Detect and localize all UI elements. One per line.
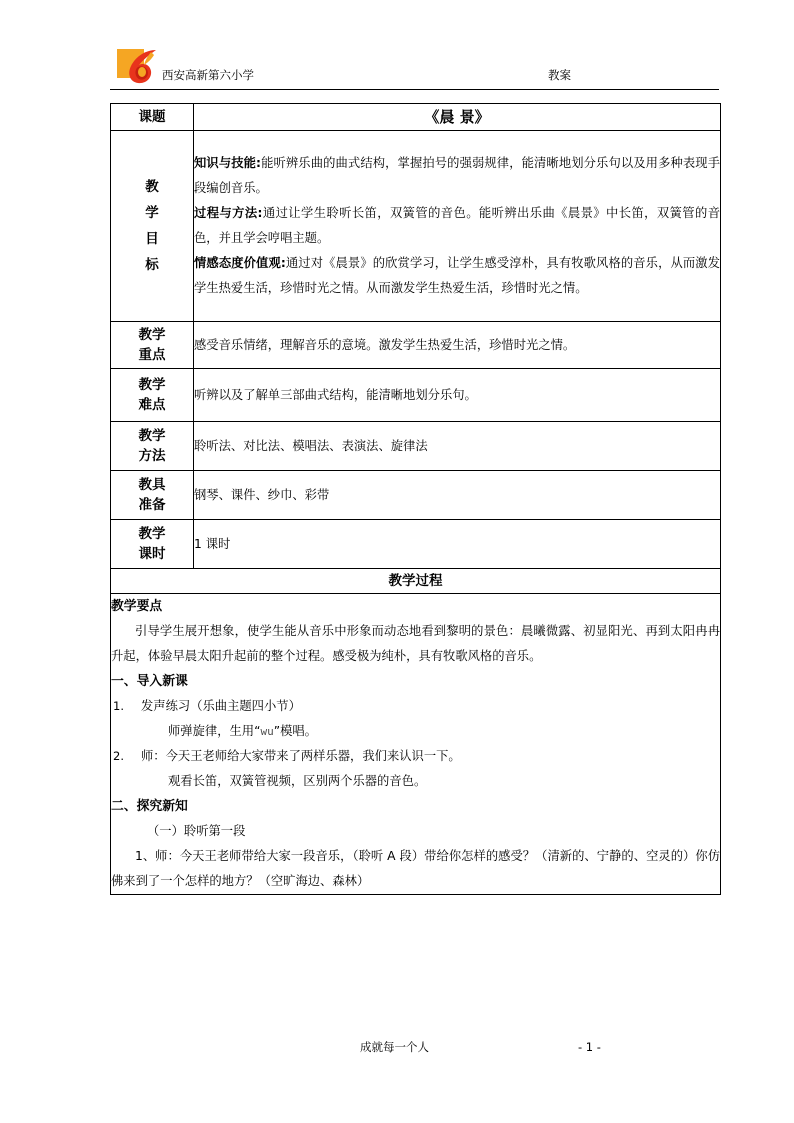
objective-text: 通过让学生聆听长笛，双簧管的音色。能听辨出乐曲《晨景》中长笛，双簧管的音色，并且学会哼唱主题。	[194, 206, 720, 245]
process-body	[111, 594, 721, 895]
table-row-process-header	[111, 569, 721, 594]
value-methods: 聆听法、对比法、模唱法、表演法、旋律法	[194, 422, 721, 471]
label-materials	[111, 471, 194, 520]
table-row-process-body	[111, 594, 721, 895]
label-line: 教具	[138, 477, 166, 493]
paragraph-listen-first: 1、师：今天王老师带给大家一段音乐，（聆听 A 段）带给你怎样的感受？（清新的、宁静的、空灵的）你仿佛来到了一个怎样的地方？（空旷海边、森林）	[111, 849, 720, 888]
header-school-name: 西安高新第六小学	[162, 68, 254, 82]
objective-paragraph	[194, 251, 720, 301]
objective-prefix: 过程与方法:	[194, 206, 263, 220]
label-char: 教	[145, 179, 159, 195]
section-heading-explore: 二、探究新知	[111, 799, 188, 814]
list-item-number: 2.	[113, 749, 124, 763]
subline-prefix: 师弹旋律，生用“	[168, 724, 261, 738]
list-item-subline	[111, 719, 720, 744]
label-char: 学	[145, 205, 159, 221]
label-line: 课时	[138, 546, 166, 562]
label-line: 难点	[138, 397, 166, 413]
subline-suffix: ”模唱。	[273, 724, 317, 738]
label-difficulties	[111, 369, 194, 422]
table-row-key-points	[111, 322, 721, 369]
table-row-topic	[111, 104, 721, 131]
label-line: 教学	[138, 327, 166, 343]
value-difficulties: 听辨以及了解单三部曲式结构，能清晰地划分乐句。	[194, 369, 721, 422]
key-points-heading: 教学要点	[111, 599, 163, 614]
list-item-text: 发声练习（乐曲主题四小节）	[141, 699, 301, 713]
key-points-text: 引导学生展开想象，使学生能从音乐中形象而动态地看到黎明的景色：晨曦微露、初显阳光、再到太阳冉冉升起，体验早晨太阳升起前的整个过程。感受极为纯朴，具有牧歌风格的音乐。	[111, 624, 720, 663]
value-periods: 1 课时	[194, 520, 721, 569]
header-doc-type: 教案	[548, 68, 571, 82]
objective-prefix: 情感态度价值观:	[194, 256, 286, 270]
page-running-footer	[110, 1039, 720, 1057]
subline-syllable: wu	[260, 725, 274, 738]
table-row-difficulties	[111, 369, 721, 422]
header-divider	[110, 89, 719, 90]
label-methods	[111, 422, 194, 471]
list-item	[111, 694, 720, 719]
label-line: 教学	[138, 526, 166, 542]
table-row-objectives	[111, 131, 721, 322]
label-char: 标	[145, 257, 159, 273]
label-topic: 课题	[111, 104, 194, 131]
value-objectives	[194, 131, 721, 322]
label-key-points	[111, 322, 194, 369]
objective-text: 能听辨乐曲的曲式结构，掌握拍号的强弱规律，能清晰地划分乐句以及用多种表现手段编创音乐。	[194, 156, 720, 195]
table-row-methods	[111, 422, 721, 471]
table-row-periods	[111, 520, 721, 569]
value-materials: 钢琴、课件、纱巾、彩带	[194, 471, 721, 520]
section-heading-intro: 一、导入新课	[111, 674, 188, 689]
page-running-header	[110, 46, 720, 92]
label-line: 重点	[138, 347, 166, 363]
process-header-label: 教学过程	[111, 569, 721, 594]
objective-paragraph	[194, 201, 720, 251]
value-key-points: 感受音乐情绪，理解音乐的意境。激发学生热爱生活，珍惜时光之情。	[194, 322, 721, 369]
footer-slogan: 成就每一个人	[360, 1040, 429, 1054]
list-item-subline: 观看长笛，双簧管视频，区别两个乐器的音色。	[168, 774, 427, 788]
label-periods	[111, 520, 194, 569]
label-char: 目	[145, 231, 159, 247]
lesson-plan-table	[110, 103, 721, 895]
school-flame-six-logo-icon	[116, 48, 160, 86]
objective-text: 通过对《晨景》的欣赏学习，让学生感受淳朴，具有牧歌风格的音乐，从而激发学生热爱生活，珍惜时光之情。从而激发学生热爱生活，珍惜时光之情。	[194, 256, 720, 295]
label-line: 方法	[138, 448, 166, 464]
table-row-materials	[111, 471, 721, 520]
objective-paragraph	[194, 151, 720, 201]
list-item	[111, 744, 720, 769]
label-objectives	[111, 131, 194, 322]
value-topic: 《晨 景》	[194, 104, 721, 131]
list-item-number: 1.	[113, 699, 124, 713]
subsection-heading-listen-first: （一）聆听第一段	[147, 824, 246, 838]
label-line: 教学	[138, 428, 166, 444]
objective-prefix: 知识与技能:	[194, 156, 261, 170]
label-line: 准备	[138, 497, 166, 513]
footer-page-number: - 1 -	[578, 1040, 601, 1054]
label-line: 教学	[138, 377, 166, 393]
list-item-text: 师：今天王老师给大家带来了两样乐器，我们来认识一下。	[141, 749, 461, 763]
